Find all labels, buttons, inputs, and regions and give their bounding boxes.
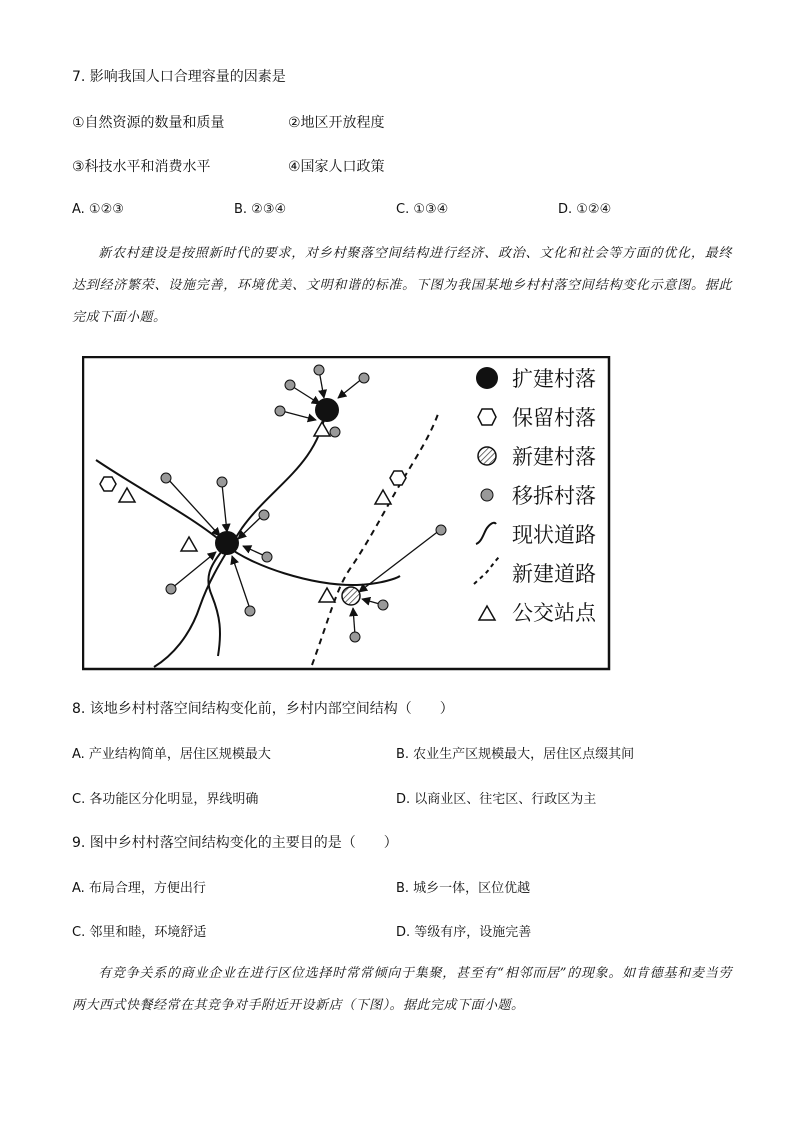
legend-keep-label: 保留村落 bbox=[512, 406, 596, 430]
legend-expand-icon bbox=[476, 367, 498, 389]
q8-option-c[interactable]: C. 各功能区分化明显，界线明确 bbox=[72, 792, 259, 807]
legend-road-new-label: 新建道路 bbox=[512, 562, 596, 586]
new-village bbox=[342, 587, 360, 605]
q7-item-4: ④国家人口政策 bbox=[288, 159, 385, 175]
q7-option-c[interactable]: C. ①③④ bbox=[396, 202, 449, 217]
q7-item-1: ①自然资源的数量和质量 bbox=[72, 115, 225, 131]
passage-1 bbox=[72, 238, 732, 334]
legend-relocate-icon bbox=[481, 489, 493, 501]
q7-stem: 7. 影响我国人口合理容量的因素是 bbox=[72, 69, 286, 85]
legend-new-label: 新建村落 bbox=[512, 445, 596, 469]
q9-option-d[interactable]: D. 等级有序，设施完善 bbox=[396, 925, 532, 940]
q7-item-3: ③科技水平和消费水平 bbox=[72, 159, 211, 175]
q7-option-a[interactable]: A. ①②③ bbox=[72, 202, 124, 217]
q9-option-b[interactable]: B. 城乡一体，区位优越 bbox=[396, 881, 531, 896]
expanded-village bbox=[215, 531, 239, 555]
q9-option-c[interactable]: C. 邻里和睦，环境舒适 bbox=[72, 925, 207, 940]
legend-relocate-label: 移拆村落 bbox=[512, 484, 596, 508]
legend-expand-label: 扩建村落 bbox=[512, 367, 596, 391]
legend-keep-icon bbox=[478, 409, 496, 425]
q8-option-a[interactable]: A. 产业结构简单，居住区规模最大 bbox=[72, 747, 271, 762]
village-structure-map bbox=[82, 356, 612, 672]
q8-option-b[interactable]: B. 农业生产区规模最大，居住区点缀其间 bbox=[396, 747, 635, 762]
legend-new-icon bbox=[478, 447, 496, 465]
legend-road-existing-label: 现状道路 bbox=[512, 523, 596, 547]
q8-stem: 8. 该地乡村村落空间结构变化前，乡村内部空间结构（ ） bbox=[72, 701, 454, 717]
passage-2 bbox=[72, 958, 732, 1022]
q7-option-d[interactable]: D. ①②④ bbox=[558, 202, 612, 217]
q9-stem: 9. 图中乡村村落空间结构变化的主要目的是（ ） bbox=[72, 835, 398, 851]
legend-bus-stop-label: 公交站点 bbox=[512, 601, 596, 625]
expanded-village bbox=[315, 398, 339, 422]
q7-item-2: ②地区开放程度 bbox=[288, 115, 385, 131]
q8-option-d[interactable]: D. 以商业区、往宅区、行政区为主 bbox=[396, 792, 597, 807]
passage-1-text: 新农村建设是按照新时代的要求，对乡村聚落空间结构进行经济、政治、文化和社会等方面的优化，最终达到经济繁荣、设施完善，环境优美、文明和谐的标准。下图为我国某地乡村村落空间结构变化示意图。据此完成下面小题。 bbox=[72, 246, 732, 325]
q9-option-a[interactable]: A. 布局合理，方便出行 bbox=[72, 881, 206, 896]
q7-option-b[interactable]: B. ②③④ bbox=[234, 202, 287, 217]
passage-2-text: 有竞争关系的商业企业在进行区位选择时常常倾向于集聚，甚至有“相邻而居”的现象。如肯德基和麦当劳两大西式快餐经常在其竞争对手附近开设新店（下图）。据此完成下面小题。 bbox=[72, 966, 732, 1013]
